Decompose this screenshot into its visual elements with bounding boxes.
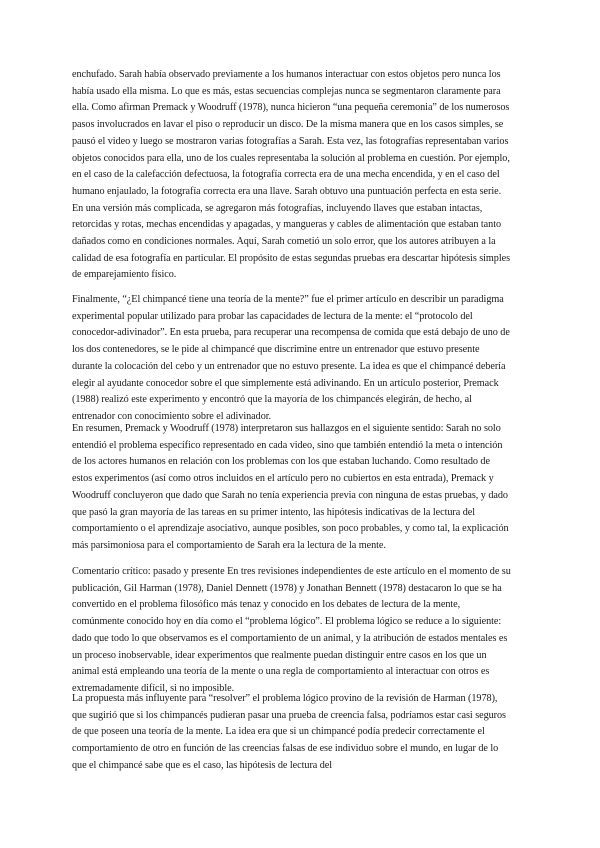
paragraph-text: En resumen, Premack y Woodruff (1978) interpretaron sus hallazgos en el siguiente sentido: Sarah no solo entendió el problema específico representado en cada video, sino que también entendió la meta o intención de los actores humanos en relación con los problemas con los que estaban luchando. Como resultado de estos experimentos (así como otros incluidos en el artículo pero no cubiertos en esta entrada), Premack y Woodruff concluyeron que dado que Sarah no tenía experiencia previa con ninguna de estas pruebas, y dado que pasó la gran mayoría de las tareas en su primer intento, las hipótesis indicativas de la lectura del comportamiento o el aprendizaje asociativo, aunque posibles, son poco probables, y como tal, la explicación más parsimoniosa para el comportamiento de Sarah era la lectura de la mente.	[72, 423, 509, 551]
paragraph-text: Finalmente, “¿El chimpancé tiene una teoría de la mente?” fue el primer artículo en describir un paradigma experimental popular utilizado para probar las capacidades de lectura de la mente: el “protocolo del conocedor-adivinador”. En esta prueba, para recuperar una recompensa de comida que está debajo de uno de los dos contenedores, se le pide al chimpancé que discrimine entre un entrenador que estuvo presente durante la colocación del cebo y un entrenador que no estuvo presente. La idea es que el chimpancé debería elegir al ayudante conocedor sobre el que simplemente está adivinando. En un artículo posterior, Premack (1988) realizó este experimento y encontró que la mayoría de los chimpancés elegirán, de hecho, al entrenador con conocimiento sobre el adivinador.	[72, 294, 510, 422]
paragraph-1	[72, 67, 512, 284]
paragraph-3	[72, 421, 512, 555]
paragraph-5	[72, 691, 512, 775]
paragraph-2	[72, 292, 512, 426]
paragraph-4	[72, 564, 512, 698]
paragraph-text: La propuesta más influyente para “resolver” el problema lógico provino de la revisión de Harman (1978), que sugirió que si los chimpancés pudieran pasar una prueba de creencia falsa, podríamos estar casi seguros de que poseen una teoría de la mente. La idea era que si un chimpancé podía predecir correctamente el comportamiento de otro en función de las creencias falsas de ese individuo sobre el mundo, en lugar de lo que el chimpancé sabe que es el caso, las hipótesis de lectura del	[72, 693, 506, 771]
paragraph-text: Comentario crítico: pasado y presente En tres revisiones independientes de este artículo en el momento de su publicación, Gil Harman (1978), Daniel Dennett (1978) y Jonathan Bennett (1978) destacaron lo que se ha convertido en el problema filosófico más tenaz y conocido en los debates de lectura de la mente, comúnmente conocido hoy en día como el “problema lógico”. El problema lógico se reduce a lo siguiente: dado que todo lo que observamos es el comportamiento de un animal, y la atribución de estados mentales es un proceso inobservable, idear experimentos que realmente puedan distinguir entre casos en los que un animal está empleando una teoría de la mente o una regla de comportamiento al interactuar con otros es extremadamente difícil, si no imposible.	[72, 566, 511, 694]
paragraph-text: enchufado. Sarah había observado previamente a los humanos interactuar con estos objetos pero nunca los había usado ella misma. Lo que es más, estas secuencias complejas nunca se segmentaron claramente para ella. Como afirman Premack y Woodruff (1978), nunca hicieron “una pequeña ceremonia” de los numerosos pasos involucrados en lavar el piso o reproducir un disco. De la misma manera que en los casos simples, se pausó el video y luego se mostraron varias fotografías a Sarah. Esta vez, las fotografías representaban varios objetos conocidos para ella, uno de los cuales representaba la solución al problema en cuestión. Por ejemplo, en el caso de la calefacción defectuosa, la fotografía correcta era de una mecha encendida, y en el caso del humano enjaulado, la fotografía correcta era una llave. Sarah obtuvo una puntuación perfecta en esta serie. En una versión más complicada, se agregaron más fotografías, incluyendo llaves que estaban intactas, retorcidas y rotas, mechas encendidas y apagadas, y mangueras y cables de alimentación que estaban tanto dañados como en condiciones normales. Aquí, Sarah cometió un solo error, que los autores atribuyen a la calidad de esa fotografía en particular. El propósito de estas segundas pruebas era descartar hipótesis simples de emparejamiento físico.	[72, 69, 511, 281]
